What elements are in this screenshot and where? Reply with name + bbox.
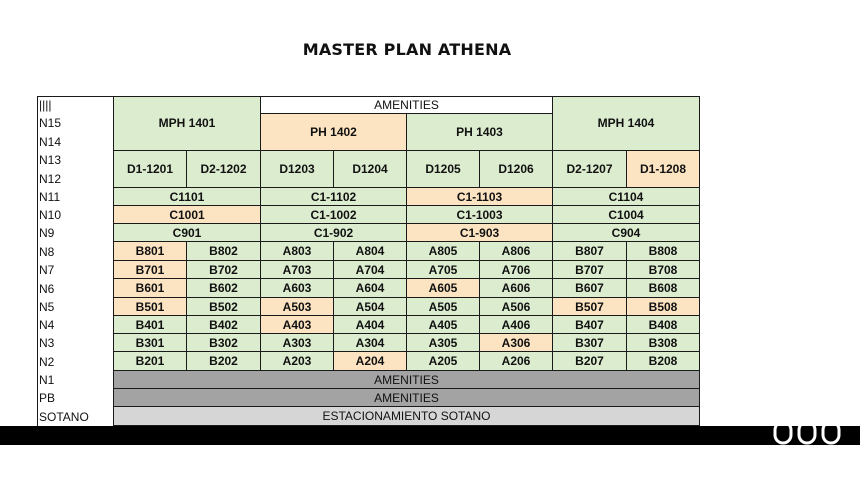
unit-cell: A304	[334, 334, 407, 352]
floor-label: N14	[39, 134, 62, 149]
amenity-cell: AMENITIES	[114, 389, 700, 407]
unit-cell: A204	[334, 352, 407, 371]
floor-label: N13	[39, 153, 62, 167]
unit-cell: C901	[114, 224, 261, 242]
unit-cell: B408	[627, 316, 700, 334]
unit-cell: A605	[407, 279, 480, 298]
floor-label: N8	[39, 244, 55, 259]
floor-label: N7	[39, 263, 55, 277]
floor-label: N2	[39, 354, 55, 369]
unit-cell: A703	[261, 261, 334, 279]
floor-label: N4	[39, 318, 55, 332]
unit-cell: D1204	[334, 151, 407, 188]
unit-cell: B501	[114, 298, 187, 316]
amenity-cell: AMENITIES	[114, 371, 700, 389]
floor-label: N3	[39, 336, 55, 350]
unit-cell: A506	[480, 298, 553, 316]
unit-cell: PH 1402	[261, 114, 407, 151]
unit-cell: C1-1002	[261, 206, 407, 224]
unit-cell: PH 1403	[407, 114, 553, 151]
unit-cell: A603	[261, 279, 334, 298]
floor-label: N6	[39, 281, 55, 296]
unit-cell: A206	[480, 352, 553, 371]
floor-label: N5	[39, 300, 55, 314]
unit-cell: C1004	[553, 206, 700, 224]
unit-cell: C1104	[553, 188, 700, 206]
unit-cell: A203	[261, 352, 334, 371]
unit-cell: A504	[334, 298, 407, 316]
unit-cell: A706	[480, 261, 553, 279]
unit-cell: B802	[187, 242, 261, 261]
unit-cell: B808	[627, 242, 700, 261]
unit-cell: B702	[187, 261, 261, 279]
unit-cell: B601	[114, 279, 187, 298]
floor-label: SOTANO	[39, 409, 89, 424]
unit-cell: A805	[407, 242, 480, 261]
amenity-cell: AMENITIES	[261, 96, 553, 114]
floor-label: PB	[39, 391, 56, 405]
unit-cell: B708	[627, 261, 700, 279]
unit-cell: A405	[407, 316, 480, 334]
unit-cell: B201	[114, 352, 187, 371]
unit-cell: A806	[480, 242, 553, 261]
unit-cell: D1-1208	[627, 151, 700, 188]
unit-cell: B502	[187, 298, 261, 316]
unit-cell: D1-1201	[114, 151, 187, 188]
unit-cell: A804	[334, 242, 407, 261]
unit-cell: C1-903	[407, 224, 553, 242]
bottom-bar	[0, 426, 860, 445]
unit-cell: A406	[480, 316, 553, 334]
unit-cell: B508	[627, 298, 700, 316]
floor-label: N10	[39, 208, 62, 222]
unit-cell: B202	[187, 352, 261, 371]
unit-cell: A403	[261, 316, 334, 334]
unit-cell: A306	[480, 334, 553, 352]
unit-cell: B302	[187, 334, 261, 352]
floor-label: ||||	[39, 98, 52, 112]
unit-cell: A404	[334, 316, 407, 334]
unit-cell: B301	[114, 334, 187, 352]
unit-cell: B507	[553, 298, 627, 316]
unit-cell: B307	[553, 334, 627, 352]
unit-cell: C1001	[114, 206, 261, 224]
unit-cell: MPH 1401	[114, 96, 261, 151]
unit-cell: C1-1003	[407, 206, 553, 224]
unit-cell: C1-902	[261, 224, 407, 242]
floor-label: N15	[39, 116, 62, 130]
page-title: MASTER PLAN ATHENA	[302, 40, 512, 59]
unit-cell: D2-1202	[187, 151, 261, 188]
floor-label: N11	[39, 190, 61, 204]
amenity-cell: ESTACIONAMIENTO SOTANO	[114, 407, 700, 426]
unit-cell: B701	[114, 261, 187, 279]
unit-cell: B401	[114, 316, 187, 334]
unit-cell: B308	[627, 334, 700, 352]
floor-label: N9	[39, 226, 55, 240]
unit-cell: A505	[407, 298, 480, 316]
unit-cell: B807	[553, 242, 627, 261]
unit-cell: C1101	[114, 188, 261, 206]
unit-cell: B801	[114, 242, 187, 261]
unit-cell: B602	[187, 279, 261, 298]
unit-cell: A604	[334, 279, 407, 298]
unit-cell: A303	[261, 334, 334, 352]
unit-cell: D1203	[261, 151, 334, 188]
unit-cell: MPH 1404	[553, 96, 700, 151]
unit-cell: C1-1103	[407, 188, 553, 206]
unit-cell: B607	[553, 279, 627, 298]
unit-cell: C1-1102	[261, 188, 407, 206]
unit-cell: A305	[407, 334, 480, 352]
unit-cell: D1205	[407, 151, 480, 188]
unit-cell: B402	[187, 316, 261, 334]
logo-mark-icon	[772, 420, 852, 451]
unit-cell: A704	[334, 261, 407, 279]
unit-cell: D2-1207	[553, 151, 627, 188]
unit-cell: B608	[627, 279, 700, 298]
unit-cell: A503	[261, 298, 334, 316]
floor-label: N1	[39, 373, 55, 387]
unit-cell: B407	[553, 316, 627, 334]
unit-cell: B207	[553, 352, 627, 371]
unit-cell: A803	[261, 242, 334, 261]
floor-label: N12	[39, 171, 62, 186]
unit-cell: D1206	[480, 151, 553, 188]
unit-cell: B208	[627, 352, 700, 371]
unit-cell: A205	[407, 352, 480, 371]
unit-cell: B707	[553, 261, 627, 279]
unit-cell: A705	[407, 261, 480, 279]
unit-cell: C904	[553, 224, 700, 242]
unit-cell: A606	[480, 279, 553, 298]
